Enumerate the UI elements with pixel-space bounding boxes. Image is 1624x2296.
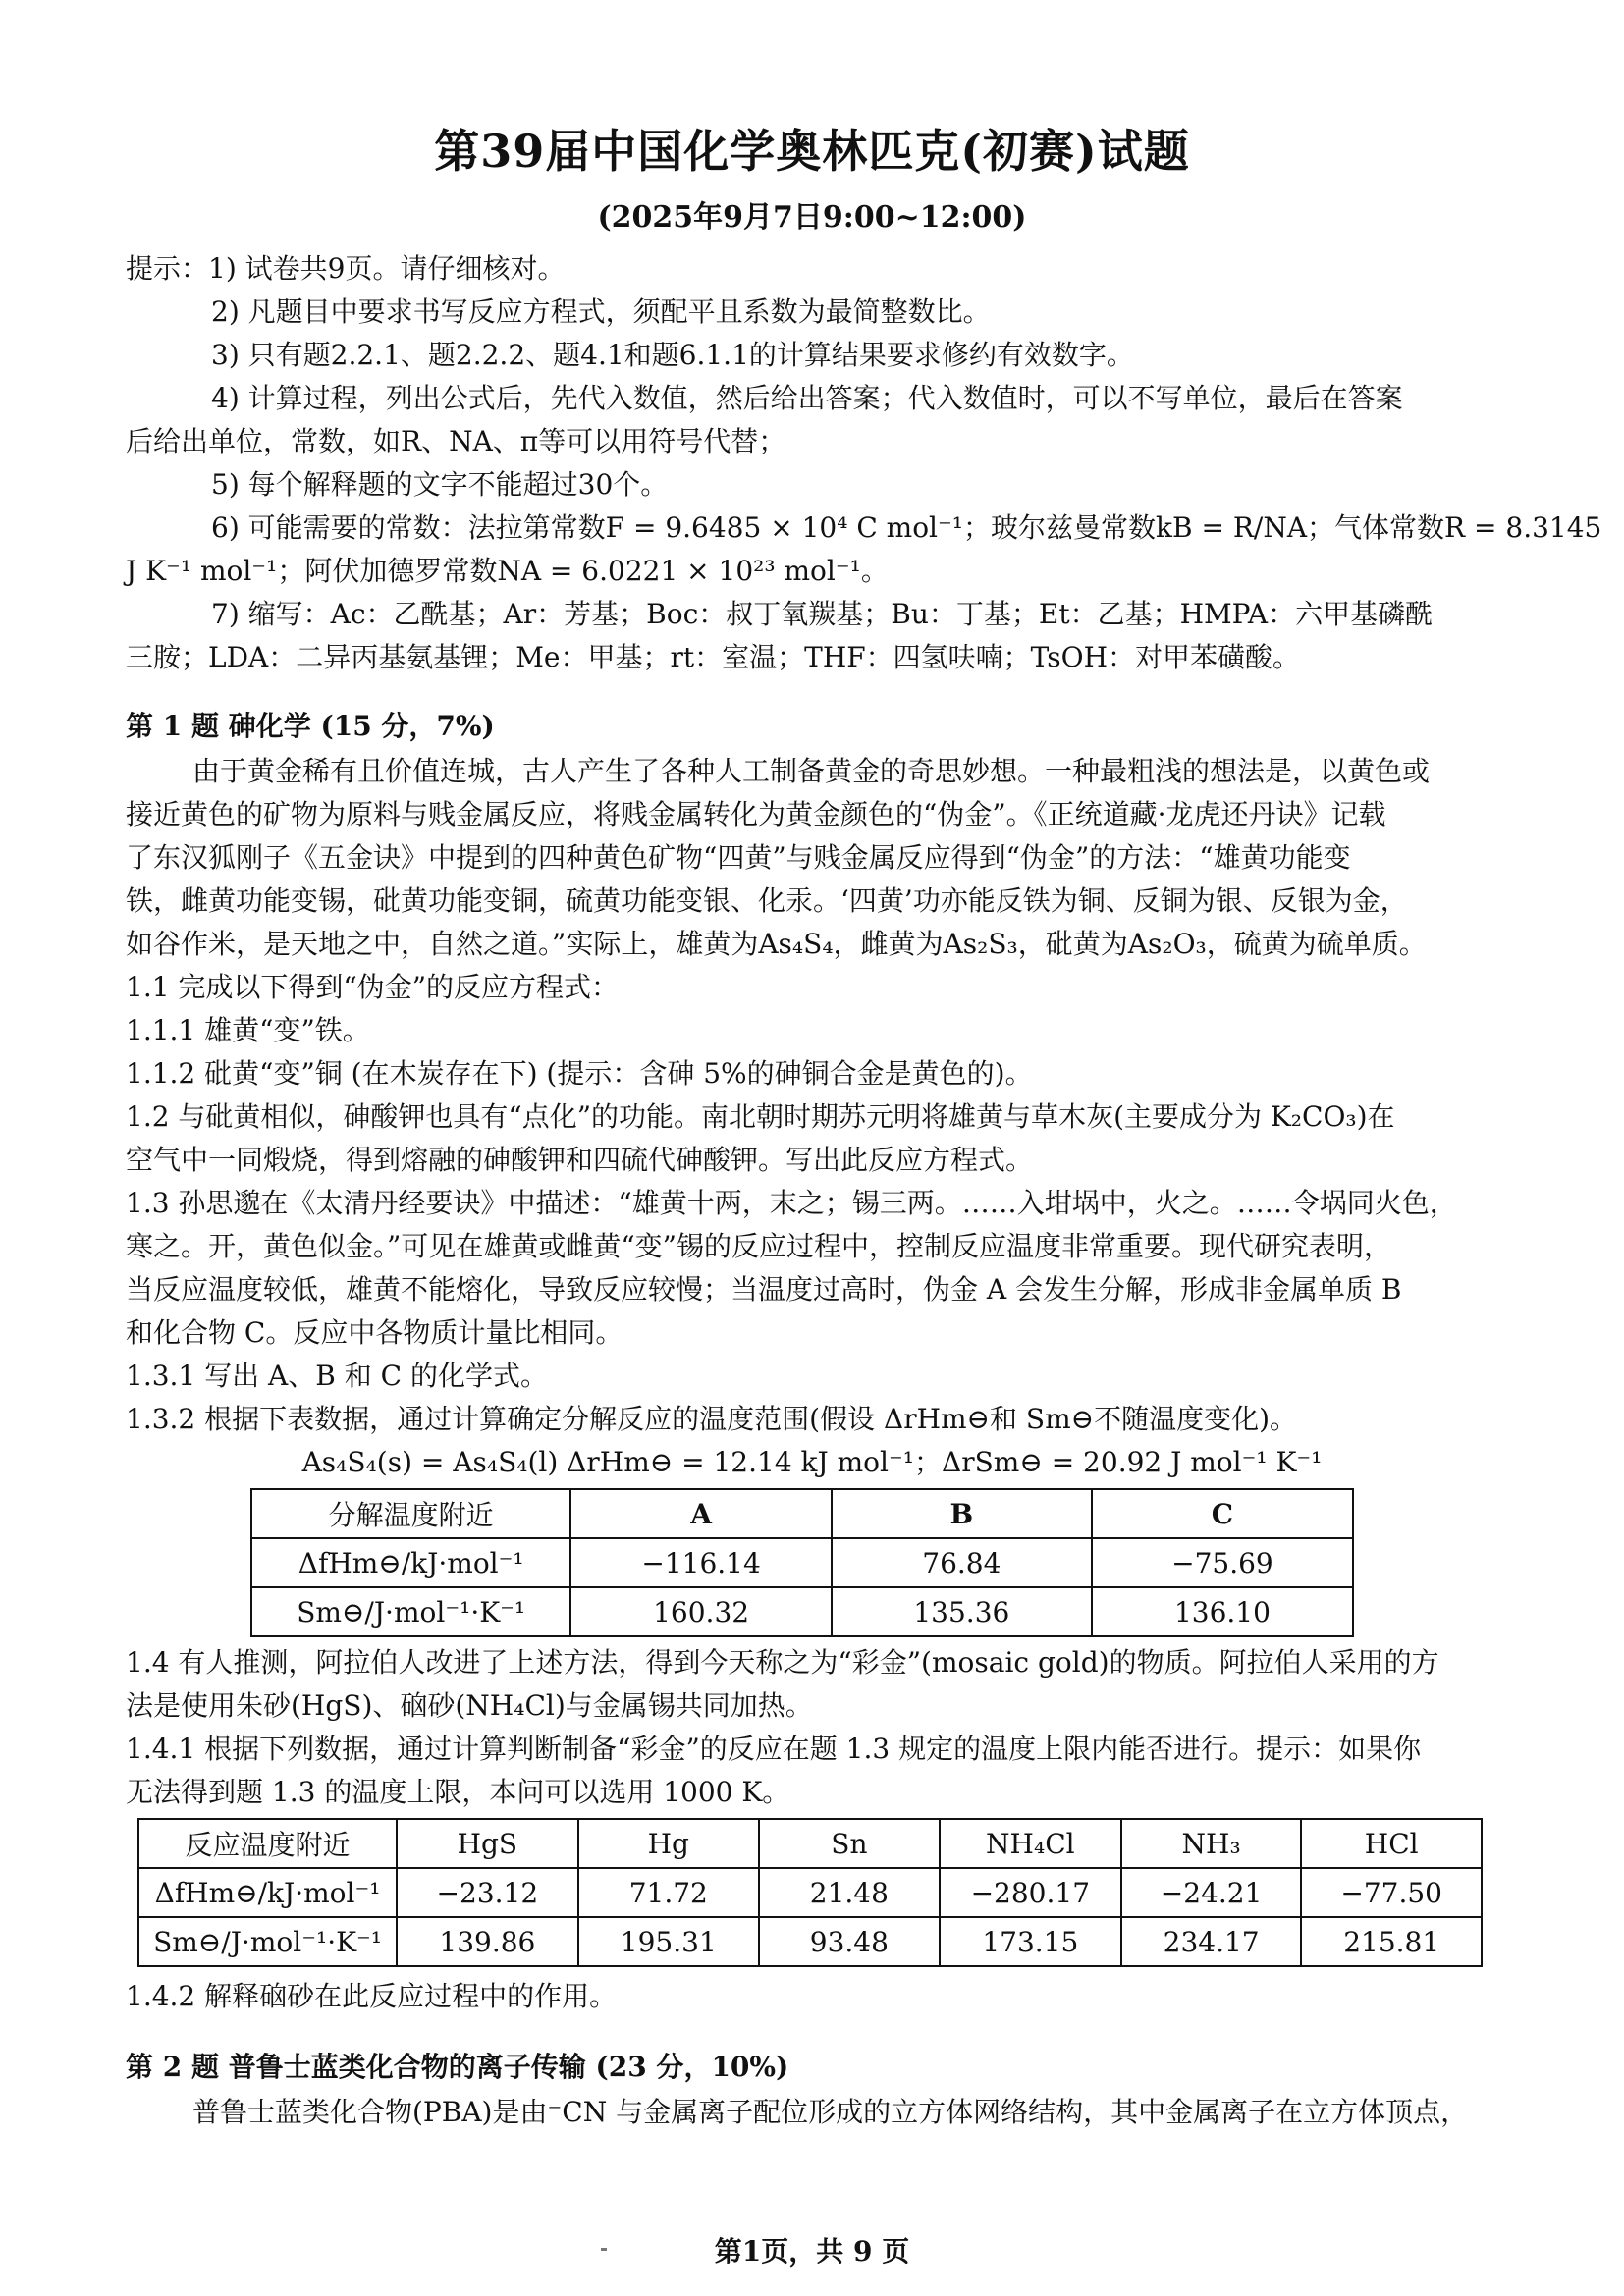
table-cell: 93.48	[759, 1917, 940, 1966]
table-header-cell: HCl	[1301, 1819, 1482, 1868]
table-cell: Sm⊖/J·mol⁻¹·K⁻¹	[251, 1587, 570, 1636]
equation-line: As₄S₄(s) = As₄S₄(l) ΔrHm⊖ = 12.14 kJ mol⁻¹；ΔrSm⊖ = 20.92 J mol⁻¹ K⁻¹	[301, 1446, 1323, 1478]
question-item: 当反应温度较低，雄黄不能熔化，导致反应较慢；当温度过高时，伪金 A 会发生分解，形成非金属单质 B	[126, 1273, 1402, 1306]
question-heading: 第 1 题 砷化学 (15 分，7%)	[126, 710, 495, 742]
paragraph-line: 如谷作米，是天地之中，自然之道。”实际上，雄黄为As₄S₄，雌黄为As₂S₃，砒黄为As₂O₃，硫黄为硫单质。	[126, 928, 1427, 960]
table-cell: −75.69	[1092, 1538, 1353, 1587]
table-row	[251, 1538, 1353, 1587]
note-line: J K⁻¹ mol⁻¹；阿伏加德罗常数NA = 6.0221 × 10²³ mol⁻¹。	[126, 555, 889, 587]
table-cell: −24.21	[1121, 1868, 1302, 1917]
note-line: 后给出单位，常数，如R、NA、π等可以用符号代替；	[126, 425, 786, 457]
table-header-cell: 分解温度附近	[251, 1489, 570, 1538]
question-item: 1.4.1 根据下列数据，通过计算判断制备“彩金”的反应在题 1.3 规定的温度上限内能否进行。提示：如果你	[126, 1733, 1422, 1765]
table-cell: 215.81	[1301, 1917, 1482, 1966]
table-cell: 139.86	[397, 1917, 578, 1966]
question-item: 1.1.1 雄黄“变”铁。	[126, 1014, 370, 1046]
table-header-cell: B	[832, 1489, 1092, 1538]
table-cell: 135.36	[832, 1587, 1092, 1636]
question-item: 空气中一同煅烧，得到熔融的砷酸钾和四硫代砷酸钾。写出此反应方程式。	[126, 1144, 1034, 1176]
question-item: 寒之。开，黄色似金。”可见在雄黄或雌黄“变”锡的反应过程中，控制反应温度非常重要。现代研究表明，	[126, 1230, 1391, 1262]
question-item: 1.3 孙思邈在《太清丹经要诀》中描述：“雄黄十两，末之；锡三两。……入坩埚中，火之。……令埚同火色，	[126, 1187, 1457, 1219]
question-item: 1.4 有人推测，阿拉伯人改进了上述方法，得到今天称之为“彩金”(mosaic gold)的物质。阿拉伯人采用的方	[126, 1646, 1439, 1679]
table-cell: −280.17	[940, 1868, 1121, 1917]
table-cell: Sm⊖/J·mol⁻¹·K⁻¹	[138, 1917, 397, 1966]
table-row	[251, 1587, 1353, 1636]
table-row	[138, 1868, 1482, 1917]
note-line: 6) 可能需要的常数：法拉第常数F = 9.6485 × 10⁴ C mol⁻¹；玻尔兹曼常数kB = R/NA；气体常数R = 8.3145	[211, 511, 1602, 544]
table-cell: 76.84	[832, 1538, 1092, 1587]
question-item: 1.3.2 根据下表数据，通过计算确定分解反应的温度范围(假设 ΔrHm⊖和 Sm⊖不随温度变化)。	[126, 1403, 1298, 1435]
paragraph-line: 了东汉狐刚子《五金诀》中提到的四种黄色矿物“四黄”与贱金属反应得到“伪金”的方法：“雄黄功能变	[126, 841, 1351, 874]
table-cell: 21.48	[759, 1868, 940, 1917]
table-cell: 234.17	[1121, 1917, 1302, 1966]
question-item: 法是使用朱砂(HgS)、硇砂(NH₄Cl)与金属锡共同加热。	[126, 1689, 813, 1722]
table-cell: 160.32	[570, 1587, 831, 1636]
question-item: 1.4.2 解释硇砂在此反应过程中的作用。	[126, 1980, 618, 2012]
table-header-cell: C	[1092, 1489, 1353, 1538]
table-cell: −23.12	[397, 1868, 578, 1917]
paragraph-line: 铁，雌黄功能变锡，砒黄功能变铜，硫黄功能变银、化汞。‘四黄’功亦能反铁为铜、反铜为银、反银为金，	[126, 884, 1408, 917]
table-header-cell: 反应温度附近	[138, 1819, 397, 1868]
thermo-table-2	[137, 1818, 1483, 1967]
table-header-row	[251, 1489, 1353, 1538]
table-header-cell: NH₃	[1121, 1819, 1302, 1868]
exam-date: (2025年9月7日9:00~12:00)	[597, 200, 1027, 235]
paragraph-line: 接近黄色的矿物为原料与贱金属反应，将贱金属转化为黄金颜色的“伪金”。《正统道藏·龙虎还丹诀》记载	[126, 798, 1386, 830]
page-footer: 第1页，共 9 页	[714, 2235, 910, 2268]
note-line: 2) 凡题目中要求书写反应方程式，须配平且系数为最简整数比。	[211, 295, 991, 328]
table-header-row	[138, 1819, 1482, 1868]
table-header-cell: HgS	[397, 1819, 578, 1868]
note-line: 提示：1) 试卷共9页。请仔细核对。	[126, 252, 566, 285]
table-cell: ΔfHm⊖/kJ·mol⁻¹	[251, 1538, 570, 1587]
table-cell: 195.31	[578, 1917, 759, 1966]
table-cell: 136.10	[1092, 1587, 1353, 1636]
note-line: 3) 只有题2.2.1、题2.2.2、题4.1和题6.1.1的计算结果要求修约有效数字。	[211, 339, 1134, 371]
question-item: 1.3.1 写出 A、B 和 C 的化学式。	[126, 1360, 548, 1392]
exam-title: 第39届中国化学奥林匹克(初赛)试题	[434, 125, 1190, 178]
note-line: 4) 计算过程，列出公式后，先代入数值，然后给出答案；代入数值时，可以不写单位，最后在答案	[211, 382, 1403, 414]
table-cell: 71.72	[578, 1868, 759, 1917]
question-item: 1.1.2 砒黄“变”铜 (在木炭存在下) (提示：含砷 5%的砷铜合金是黄色的)。	[126, 1057, 1033, 1090]
table-row	[138, 1917, 1482, 1966]
note-line: 三胺；LDA：二异丙基氨基锂；Me：甲基；rt：室温；THF：四氢呋喃；TsOH：对甲苯磺酸。	[126, 641, 1301, 673]
question-item: 1.1 完成以下得到“伪金”的反应方程式：	[126, 971, 620, 1003]
thermo-table-1	[250, 1488, 1354, 1637]
paragraph-line: 由于黄金稀有且价值连城，古人产生了各种人工制备黄金的奇思妙想。一种最粗浅的想法是，以黄色或	[192, 755, 1431, 787]
note-line: 5) 每个解释题的文字不能超过30个。	[211, 468, 669, 501]
table-header-cell: A	[570, 1489, 831, 1538]
question-heading: 第 2 题 普鲁士蓝类化合物的离子传输 (23 分，10%)	[126, 2051, 789, 2083]
table-header-cell: NH₄Cl	[940, 1819, 1121, 1868]
note-line: 7) 缩写：Ac：乙酰基；Ar：芳基；Boc：叔丁氧羰基；Bu：丁基；Et：乙基；HMPA：六甲基磷酰	[211, 598, 1434, 630]
paragraph-line: 普鲁士蓝类化合物(PBA)是由⁻CN 与金属离子配位形成的立方体网络结构，其中金属离子在立方体顶点，	[192, 2096, 1469, 2128]
table-cell: 173.15	[940, 1917, 1121, 1966]
table-header-cell: Hg	[578, 1819, 759, 1868]
question-item: 和化合物 C。反应中各物质计量比相同。	[126, 1316, 623, 1349]
question-item: 无法得到题 1.3 的温度上限，本问可以选用 1000 K。	[126, 1776, 790, 1808]
table-cell: −77.50	[1301, 1868, 1482, 1917]
table-header-cell: Sn	[759, 1819, 940, 1868]
table-cell: −116.14	[570, 1538, 831, 1587]
question-item: 1.2 与砒黄相似，砷酸钾也具有“点化”的功能。南北朝时期苏元明将雄黄与草木灰(主要成分为 K₂CO₃)在	[126, 1100, 1395, 1133]
table-cell: ΔfHm⊖/kJ·mol⁻¹	[138, 1868, 397, 1917]
